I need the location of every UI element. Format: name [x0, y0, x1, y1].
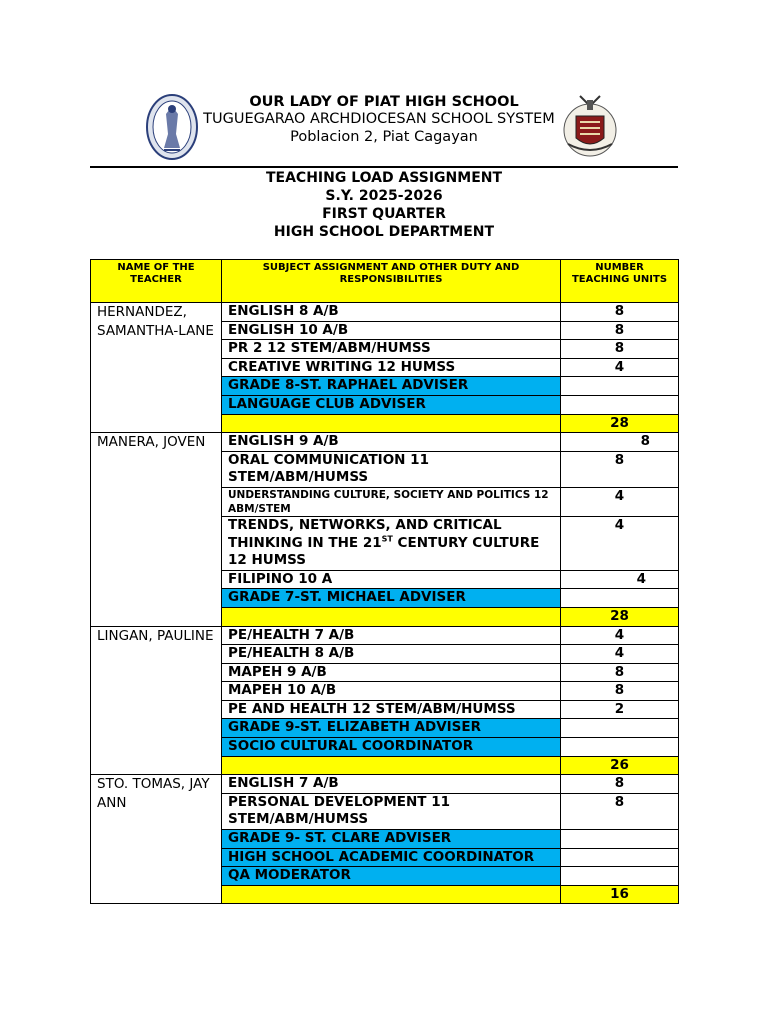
units-cell [561, 848, 679, 867]
teacher-name-cell: MANERA, JOVEN [91, 433, 222, 626]
school-address: Poblacion 2, Piat Cagayan [290, 129, 478, 145]
subject-cell [222, 516, 561, 570]
subject-cell: ENGLISH 8 A/B [222, 303, 561, 322]
subject-cell: ORAL COMMUNICATION 11 STEM/ABM/HUMSS [222, 451, 561, 487]
table-row [91, 303, 679, 322]
units-cell: 8 [561, 775, 679, 794]
header-divider [90, 166, 678, 168]
duty-cell: GRADE 8-ST. RAPHAEL ADVISER [222, 377, 561, 396]
units-cell [561, 738, 679, 757]
duty-cell: GRADE 9- ST. CLARE ADVISER [222, 830, 561, 849]
duty-cell: HIGH SCHOOL ACADEMIC COORDINATOR [222, 848, 561, 867]
header-subject-assignment: SUBJECT ASSIGNMENT AND OTHER DUTY AND RESPONSIBILITIES [222, 260, 561, 303]
units-cell: 8 [561, 321, 679, 340]
table-row [91, 626, 679, 645]
units-cell: 4 [561, 487, 679, 516]
title-line-1: TEACHING LOAD ASSIGNMENT [265, 170, 503, 186]
subject-cell: CREATIVE WRITING 12 HUMSS [222, 358, 561, 377]
units-cell [561, 867, 679, 886]
units-cell: 8 [561, 451, 679, 487]
title-line-3: FIRST QUARTER [322, 206, 446, 222]
units-cell [561, 395, 679, 414]
units-cell: 4 [561, 570, 679, 589]
superscript: ST [381, 534, 393, 544]
subject-cell: PE/HEALTH 8 A/B [222, 645, 561, 664]
total-spacer-cell [222, 414, 561, 433]
duty-cell: SOCIO CULTURAL COORDINATOR [222, 738, 561, 757]
document-header [0, 88, 768, 168]
units-cell: 4 [561, 626, 679, 645]
table-header-row [91, 260, 679, 303]
total-units-cell: 26 [561, 756, 679, 775]
units-cell: 2 [561, 700, 679, 719]
total-units-cell: 16 [561, 885, 679, 904]
teacher-name-cell: LINGAN, PAULINE [91, 626, 222, 775]
total-spacer-cell [222, 885, 561, 904]
total-spacer-cell [222, 607, 561, 626]
teacher-name-cell: STO. TOMAS, JAY ANN [91, 775, 222, 904]
total-units-cell: 28 [561, 607, 679, 626]
units-cell: 8 [561, 433, 679, 452]
subject-cell: UNDERSTANDING CULTURE, SOCIETY AND POLITICS 12 ABM/STEM [222, 487, 561, 516]
units-cell [561, 377, 679, 396]
units-cell: 4 [561, 516, 679, 570]
table-row [91, 433, 679, 452]
subject-cell: PE AND HEALTH 12 STEM/ABM/HUMSS [222, 700, 561, 719]
subject-cell: MAPEH 9 A/B [222, 663, 561, 682]
title-line-4: HIGH SCHOOL DEPARTMENT [273, 224, 495, 240]
school-name: OUR LADY OF PIAT HIGH SCHOOL [249, 94, 519, 110]
document-titles [0, 169, 768, 241]
subject-cell: PR 2 12 STEM/ABM/HUMSS [222, 340, 561, 359]
units-cell [561, 830, 679, 849]
subject-cell: ENGLISH 10 A/B [222, 321, 561, 340]
units-cell: 8 [561, 303, 679, 322]
units-cell: 8 [561, 793, 679, 829]
units-cell: 8 [561, 663, 679, 682]
duty-cell: QA MODERATOR [222, 867, 561, 886]
subject-cell: FILIPINO 10 A [222, 570, 561, 589]
duty-cell: GRADE 7-ST. MICHAEL ADVISER [222, 589, 561, 608]
table-row [91, 775, 679, 794]
duty-cell: GRADE 9-ST. ELIZABETH ADVISER [222, 719, 561, 738]
header-teacher-name: NAME OF THE TEACHER [91, 260, 222, 303]
header-teaching-units: NUMBER TEACHING UNITS [561, 260, 679, 303]
subject-text: TRENDS, NETWORKS, AND CRITICAL THINKING IN THE 21 [228, 516, 502, 551]
units-cell: 4 [561, 645, 679, 664]
units-cell: 8 [561, 682, 679, 701]
school-system: TUGUEGARAO ARCHDIOCESAN SCHOOL SYSTEM [203, 111, 555, 127]
title-line-2: S.Y. 2025-2026 [325, 188, 443, 204]
subject-cell: PE/HEALTH 7 A/B [222, 626, 561, 645]
total-units-cell: 28 [561, 414, 679, 433]
duty-cell: LANGUAGE CLUB ADVISER [222, 395, 561, 414]
subject-cell: PERSONAL DEVELOPMENT 11 STEM/ABM/HUMSS [222, 793, 561, 829]
subject-cell: ENGLISH 9 A/B [222, 433, 561, 452]
units-cell [561, 589, 679, 608]
total-spacer-cell [222, 756, 561, 775]
units-cell [561, 719, 679, 738]
units-cell: 4 [561, 358, 679, 377]
teaching-load-table [90, 259, 679, 904]
subject-text-tail: CENTURY CULTURE 12 HUMSS [228, 534, 540, 569]
subject-cell: MAPEH 10 A/B [222, 682, 561, 701]
subject-cell: ENGLISH 7 A/B [222, 775, 561, 794]
units-cell: 8 [561, 340, 679, 359]
teacher-name-cell: HERNANDEZ, SAMANTHA-LANE [91, 303, 222, 433]
